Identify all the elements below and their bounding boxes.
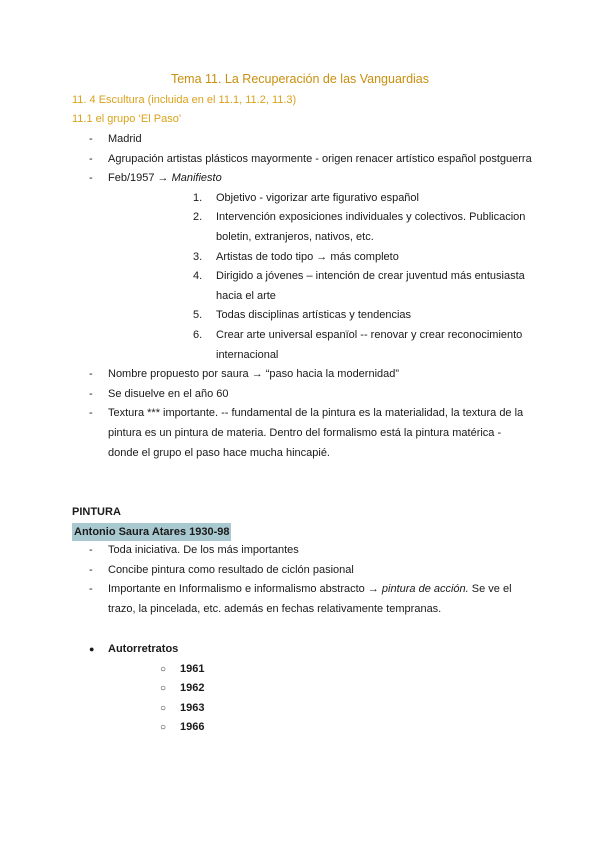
- circle-bullet-icon: ○: [160, 683, 167, 695]
- emphasis-text: pintura de acción.: [381, 583, 469, 596]
- numbered-item-text: Objetivo - vigorizar arte figurativo español: [216, 191, 419, 204]
- circle-bullet-icon: ○: [160, 663, 167, 675]
- el-paso-list: [72, 130, 532, 463]
- numbered-item: [108, 267, 532, 306]
- numbered-item: [108, 248, 532, 268]
- list-item-text: Textura *** importante. -- fundamental de la pintura es la materialidad, la textura de la pintura es un pintura de materia. Dentro del formalismo está la pintura matérica - donde el grupo el paso hace mucha hincapié.: [108, 407, 524, 459]
- list-item: [72, 404, 532, 463]
- year-item: [108, 699, 204, 719]
- document-title: Tema 11. La Recuperación de las Vanguardias: [170, 72, 430, 86]
- numbered-item-text: Intervención exposiciones individuales y colectivos. Publicacion boletin, extranjeros, nativos, etc.: [216, 211, 526, 243]
- list-item-text: Feb/1957 →: [108, 172, 172, 185]
- list-item: [72, 385, 532, 405]
- dash-marker: -: [89, 368, 93, 381]
- list-item-text: Agrupación artistas plásticos mayormente - origen renacer artístico español postguerra: [108, 152, 532, 165]
- list-item: [72, 365, 532, 385]
- year-text: 1962: [180, 682, 205, 695]
- item-number: 3.: [193, 250, 203, 263]
- list-item: [72, 169, 532, 365]
- autorretratos-label: Autorretratos: [108, 643, 179, 655]
- list-item-text: Nombre propuesto por saura → “paso hacia la modernidad”: [108, 368, 400, 381]
- artist-heading: Antonio Saura Atares 1930-98: [72, 523, 231, 541]
- manifiesto-label: Manifiesto: [171, 172, 222, 185]
- year-item: [108, 660, 204, 680]
- year-text: 1961: [180, 662, 205, 675]
- dash-marker: -: [89, 407, 93, 420]
- item-number: 4.: [193, 270, 203, 283]
- section-subtitle: 11. 4 Escultura (incluida en el 11.1, 11.2, 11.3): [72, 94, 297, 106]
- numbered-item-text: Todas disciplinas artísticas y tendencias: [216, 309, 412, 322]
- numbered-item: [108, 189, 532, 209]
- item-number: 2.: [193, 211, 203, 224]
- numbered-item-text: Crear arte universal espanïol -- renovar y crear reconocimiento internacional: [216, 328, 523, 361]
- manifiesto-list: [108, 189, 532, 365]
- numbered-item-text: Artistas de todo tipo → más completo: [216, 250, 399, 263]
- saura-list: [72, 541, 532, 619]
- year-text: 1966: [180, 721, 205, 734]
- circle-bullet-icon: ○: [160, 702, 167, 714]
- list-item: [72, 150, 532, 170]
- year-item: [108, 679, 204, 699]
- dash-marker: -: [89, 563, 93, 576]
- list-item-text: Toda iniciativa. De los más importantes: [108, 544, 299, 556]
- list-item: [72, 130, 532, 150]
- years-list: [108, 660, 204, 738]
- item-number: 6.: [193, 328, 203, 341]
- numbered-item: [108, 208, 532, 247]
- numbered-item-text: Dirigido a jóvenes – intención de crear juventud más entusiasta hacia el arte: [216, 270, 525, 302]
- dash-marker: -: [89, 544, 93, 556]
- numbered-item: [108, 306, 532, 326]
- list-item-text: Concibe pintura como resultado de ciclón pasional: [108, 563, 354, 576]
- circle-bullet-icon: ○: [160, 722, 167, 734]
- year-text: 1963: [180, 701, 205, 714]
- dash-marker: -: [89, 172, 93, 185]
- bullet-icon: ●: [89, 644, 95, 654]
- list-item-text: Madrid: [108, 133, 142, 145]
- list-item: [72, 541, 532, 561]
- list-item-text: Se disuelve en el año 60: [108, 387, 229, 400]
- group-subtitle: 11.1 el grupo ‘El Paso’: [72, 113, 182, 125]
- dash-marker: -: [89, 387, 93, 400]
- year-item: [108, 718, 204, 738]
- dash-marker: -: [89, 133, 93, 145]
- list-item-text: Importante en Informalismo e informalismo abstracto →: [108, 583, 382, 596]
- item-number: 1.: [193, 191, 203, 204]
- autorretratos-list: [72, 640, 204, 738]
- list-item: [72, 561, 532, 581]
- dash-marker: -: [89, 583, 93, 596]
- numbered-item: [108, 326, 532, 365]
- list-item: [72, 580, 532, 619]
- item-number: 5.: [193, 309, 203, 322]
- list-item-text: Se ve el trazo, la pincelada, etc. además en fechas relativamente tempranas.: [108, 583, 512, 615]
- pintura-heading: PINTURA: [72, 506, 121, 518]
- bullet-item: [72, 640, 204, 738]
- dash-marker: -: [89, 152, 93, 165]
